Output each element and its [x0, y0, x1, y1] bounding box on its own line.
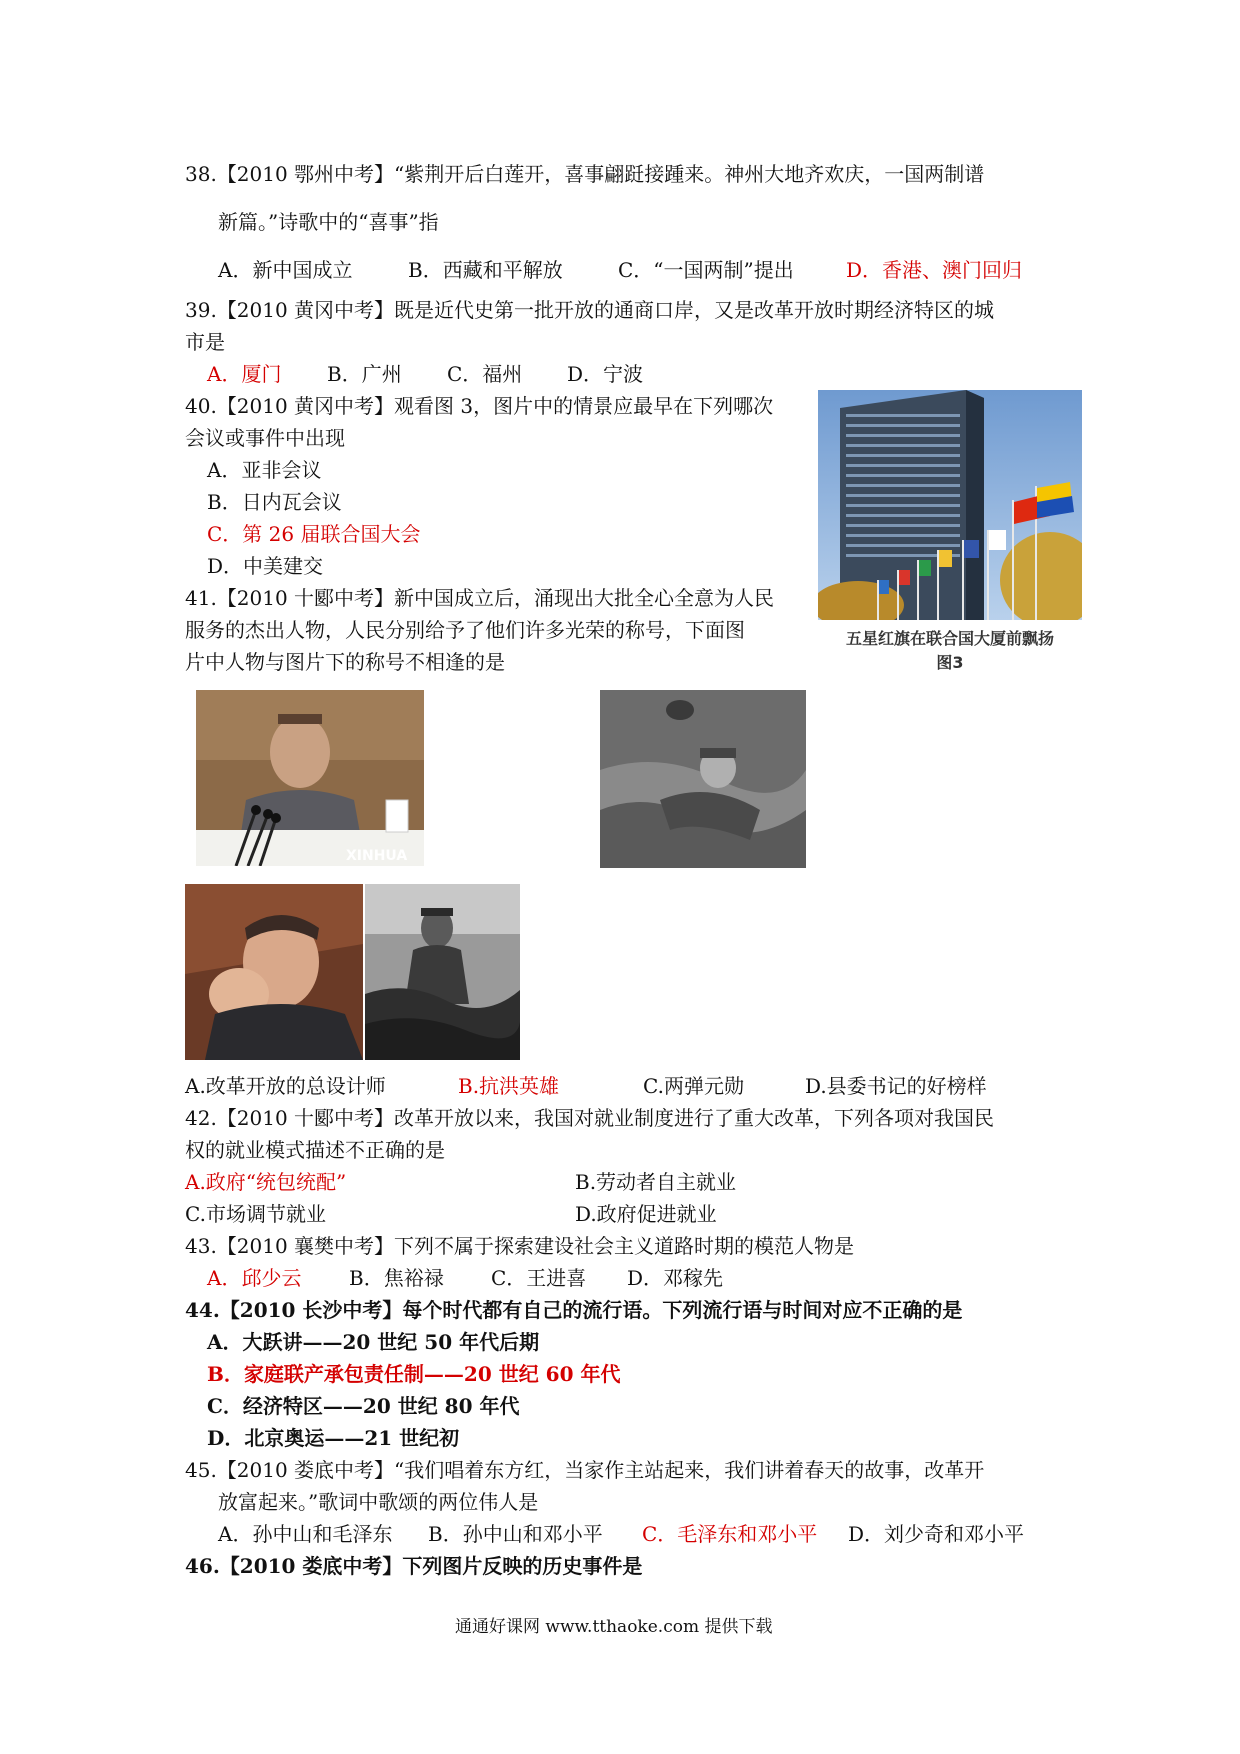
- q44-stem-line1: 44.【2010 长沙中考】每个时代都有自己的流行语。下列流行语与时间对应不正确的是: [185, 1298, 963, 1322]
- q38-option-b: B．西藏和平解放: [408, 258, 563, 282]
- q45-option-d: D．刘少奇和邓小平: [848, 1522, 1025, 1546]
- q41-option-d: D.县委书记的好榜样: [805, 1074, 987, 1098]
- q38-option-c: C．“一国两制”提出: [618, 258, 794, 282]
- q39-option-c: C．福州: [447, 362, 523, 386]
- q40-option-a: A．亚非会议: [207, 458, 322, 482]
- q42-stem-line1: 42.【2010 十郾中考】改革开放以来，我国对就业制度进行了重大改革，下列各项对我国民: [185, 1106, 995, 1130]
- figure3-caption: 五星红旗在联合国大厦前飘扬: [845, 629, 1054, 648]
- q42-option-d: D.政府促进就业: [575, 1202, 717, 1226]
- q45-option-b: B．孙中山和邓小平: [428, 1522, 603, 1546]
- q44-option-d: D．北京奥运——21 世纪初: [207, 1426, 460, 1450]
- q40-option-d: D．中美建交: [207, 554, 324, 578]
- q38-stem-line1: 38.【2010 鄂州中考】“紫荆开后白莲开，喜事翩跹接踵来。神州大地齐欢庆，一国两制谱: [185, 162, 985, 186]
- q44-option-c: C．经济特区——20 世纪 80 年代: [207, 1394, 520, 1418]
- q42-option-b: B.劳动者自主就业: [575, 1170, 737, 1194]
- q42-option-c: C.市场调节就业: [185, 1202, 326, 1226]
- q40-option-b: B．日内瓦会议: [207, 490, 342, 514]
- photo-flood-soldier: [600, 690, 806, 868]
- q40-stem-line1: 40.【2010 黄冈中考】观看图 3，图片中的情景应最早在下列哪次: [185, 394, 774, 418]
- q45-stem-line1: 45.【2010 娄底中考】“我们唱着东方红，当家作主站起来，我们讲着春天的故事，改革开: [185, 1458, 985, 1482]
- q41-stem-line3: 片中人物与图片下的称号不相逢的是: [185, 650, 505, 674]
- q44-option-a: A．大跃讲——20 世纪 50 年代后期: [207, 1330, 540, 1354]
- page-footer: 通通好课网 www.tthaoke.com 提供下载: [455, 1617, 773, 1637]
- q41-option-c: C.两弹元勋: [643, 1074, 744, 1098]
- q41-stem-line2: 服务的杰出人物，人民分别给予了他们许多光荣的称号，下面图: [185, 618, 745, 642]
- q41-option-b-answer: B.抗洪英雄: [458, 1074, 560, 1098]
- photo-speaker-at-desk: [196, 690, 424, 866]
- q45-option-c-answer: C．毛泽东和邓小平: [642, 1522, 818, 1546]
- q39-option-a-answer: A．厦门: [207, 362, 282, 386]
- q39-option-b: B．广州: [327, 362, 402, 386]
- photo-farmer-in-field: [365, 884, 520, 1060]
- q38-option-d-answer: D．香港、澳门回归: [846, 258, 1023, 282]
- q45-option-a: A．孙中山和毛泽东: [218, 1522, 393, 1546]
- q40-stem-line2: 会议或事件中出现: [185, 426, 345, 450]
- q45-stem-line2: 放富起来。”歌词中歌颂的两位伟人是: [218, 1490, 539, 1514]
- q43-option-b: B．焦裕禄: [349, 1266, 444, 1290]
- q38-stem-line2: 新篇。”诗歌中的“喜事”指: [218, 210, 439, 234]
- q43-option-d: D．邓稼先: [627, 1266, 724, 1290]
- q39-option-d: D．宁波: [567, 362, 644, 386]
- xinhua-watermark: XINHUA: [346, 848, 408, 864]
- q39-stem-line1: 39.【2010 黄冈中考】既是近代史第一批开放的通商口岸，又是改革开放时期经济特区的城: [185, 298, 995, 322]
- photo-man-gesturing: [185, 884, 363, 1060]
- q46-stem-line1: 46.【2010 娄底中考】下列图片反映的历史事件是: [185, 1554, 643, 1578]
- q38-option-a: A．新中国成立: [218, 258, 353, 282]
- un-building-photo: [818, 390, 1082, 620]
- q43-stem-line1: 43.【2010 襄樊中考】下列不属于探索建设社会主义道路时期的模范人物是: [185, 1234, 855, 1258]
- q41-option-a: A.改革开放的总设计师: [185, 1074, 386, 1098]
- q42-option-a-answer: A.政府“统包统配”: [185, 1170, 347, 1194]
- q43-option-c: C．王进喜: [491, 1266, 587, 1290]
- q42-stem-line2: 权的就业模式描述不正确的是: [185, 1138, 445, 1162]
- q43-option-a-answer: A．邱少云: [207, 1266, 302, 1290]
- q41-stem-line1: 41.【2010 十郾中考】新中国成立后，涌现出大批全心全意为人民: [185, 586, 775, 610]
- figure3-label: 图3: [936, 653, 964, 672]
- q44-option-b-answer: B．家庭联产承包责任制——20 世纪 60 年代: [207, 1362, 621, 1386]
- q39-stem-line2: 市是: [185, 330, 225, 354]
- q40-option-c-answer: C．第 26 届联合国大会: [207, 522, 421, 546]
